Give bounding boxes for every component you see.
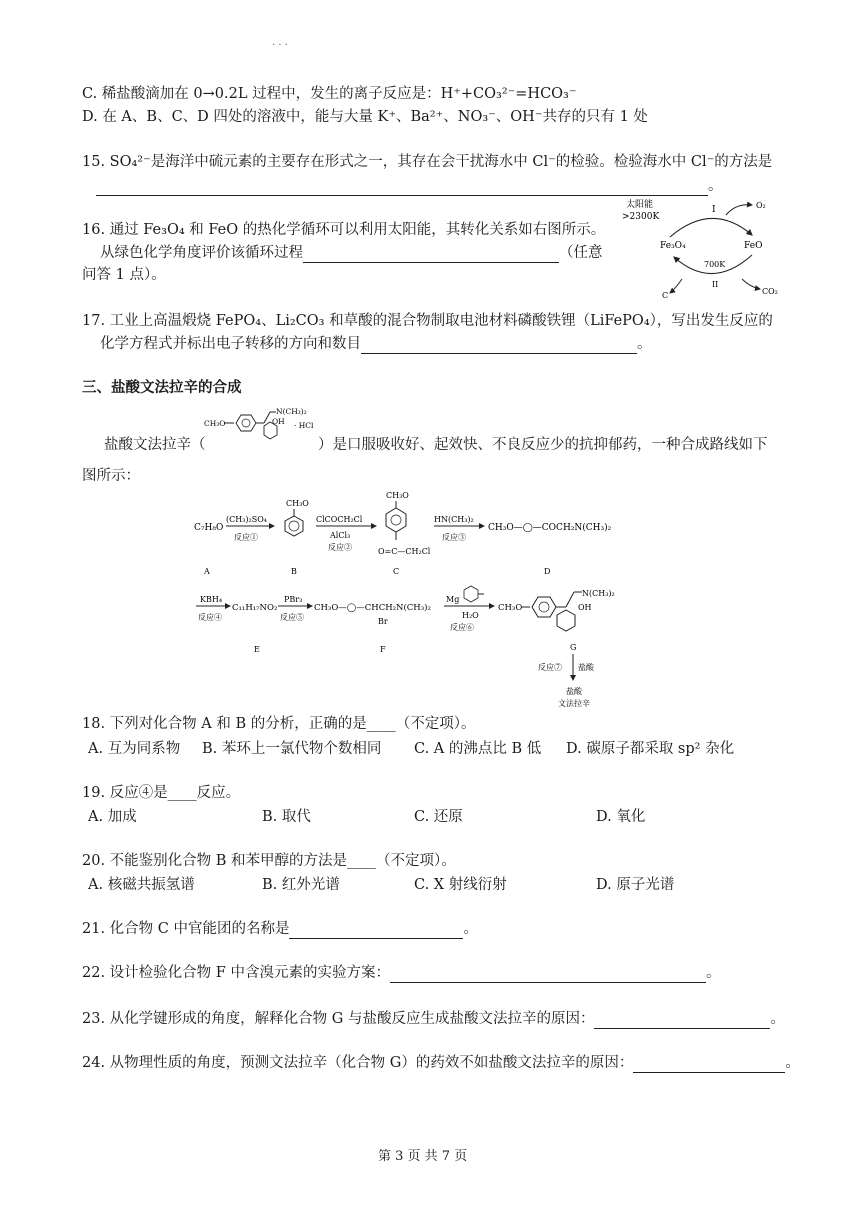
cycle-o2: O₂ <box>756 201 766 210</box>
q23 <box>82 1009 785 1029</box>
reaction1-label: 反应① <box>234 533 258 542</box>
svg-text:CH₃O: CH₃O <box>204 419 226 428</box>
label-f: F <box>380 645 386 654</box>
compound-g-nme2: N(CH₃)₂ <box>582 589 615 598</box>
section3-intro-b: ）是口服吸收好、起效快、不良反应少的抗抑郁药，一种合成路线如下 <box>318 437 768 453</box>
reaction5-reagent: PBr₃ <box>284 595 303 604</box>
q21 <box>82 919 478 939</box>
q17-line1: 17. 工业上高温煅烧 FePO₄、Li₂CO₃ 和草酸的混合物制取电池材料磷酸铁锂（LiFePO₄），写出发生反应的 <box>82 313 773 329</box>
svg-text:N(CH₃)₂: N(CH₃)₂ <box>276 407 307 416</box>
section3-heading: 三、盐酸文法拉辛的合成 <box>82 379 242 396</box>
compound-c-bottom: O=C—CH₂Cl <box>378 547 431 556</box>
q16-line2 <box>100 243 603 263</box>
q15-stem: 15. SO₄²⁻是海洋中硫元素的主要存在形式之一，其存在会干扰海水中 Cl⁻的检验。检验海水中 Cl⁻的方法是 <box>82 154 773 170</box>
product-name-1: 盐酸 <box>566 687 582 696</box>
compound-g-cyclohexane <box>557 610 575 631</box>
q22 <box>82 963 720 983</box>
q24-stem: 24. 从物理性质的角度，预测文法拉辛（化合物 G）的药效不如盐酸文法拉辛的原因： <box>82 1055 634 1071</box>
cycle-low-temp: 700K <box>704 260 726 269</box>
reaction3-label: 反应③ <box>442 533 466 542</box>
q16-line3: 问答 1 点）。 <box>82 267 166 283</box>
reaction4-reagent: KBH₄ <box>200 595 223 604</box>
compound-g-benzene <box>532 597 556 617</box>
section3-intro-c: 图所示： <box>82 468 140 484</box>
cycle-solar-label: 太阳能 <box>626 200 654 210</box>
reaction2-label: 反应② <box>328 543 352 552</box>
compound-d-formula: CH₃O—◯—COCH₂N(CH₃)₂ <box>488 523 612 533</box>
cycle-high-temp: >2300K <box>622 212 660 222</box>
q19-option-d[interactable]: D. 氧化 <box>596 809 646 825</box>
label-a: A <box>204 567 210 576</box>
q20-option-d[interactable]: D. 原子光谱 <box>596 877 675 893</box>
cycle-arrow-top <box>670 218 752 237</box>
reaction6-label: 反应⑥ <box>450 623 474 632</box>
reaction2-reagent: ClCOCH₂Cl <box>316 515 363 524</box>
q16-blank[interactable] <box>303 246 559 263</box>
compound-e-formula: C₁₁H₁₇NO₂ <box>232 603 278 613</box>
q24-end: 。 <box>785 1055 800 1071</box>
compound-a-formula: C₇H₈O <box>194 523 224 533</box>
label-c: C <box>393 567 400 576</box>
label-e: E <box>254 645 260 654</box>
compound-f-br: Br <box>378 617 388 626</box>
reaction6-h2o: H₂O <box>462 611 479 620</box>
reaction5-label: 反应⑤ <box>280 613 304 622</box>
q20-option-c[interactable]: C. X 射线衍射 <box>414 877 507 893</box>
q18-option-c[interactable]: C. A 的沸点比 B 低 <box>414 741 542 757</box>
cycle-step-1: I <box>712 205 716 215</box>
label-d: D <box>544 567 551 576</box>
q23-end: 。 <box>770 1011 785 1027</box>
cycle-fe3o4: Fe₃O₄ <box>660 241 686 251</box>
reaction6-reagent: Mg <box>446 595 460 604</box>
compound-c-ring <box>386 508 406 532</box>
q16-line1: 16. 通过 Fe₃O₄ 和 FeO 的热化学循环可以利用太阳能，其转化关系如右图所示。 <box>82 222 606 238</box>
q20-option-b[interactable]: B. 红外光谱 <box>262 877 340 893</box>
compound-f-formula: CH₃O—◯—CHCH₂N(CH₃)₂ <box>314 603 431 613</box>
cycle-step-2: II <box>712 280 719 289</box>
q23-stem: 23. 从化学键形成的角度，解释化合物 G 与盐酸反应生成盐酸文法拉辛的原因： <box>82 1011 595 1027</box>
label-b: B <box>291 567 297 576</box>
q24-blank[interactable] <box>633 1056 785 1073</box>
reaction7-label: 反应⑦ <box>538 663 562 672</box>
q14-option-d: D. 在 A、B、C、D 四处的溶液中，能与大量 K⁺、Ba²⁺、NO₃⁻、OH⁻共存的只有 1 处 <box>82 109 648 125</box>
q19-option-c[interactable]: C. 还原 <box>414 809 463 825</box>
svg-text:OH: OH <box>272 417 285 426</box>
q16-line2-text: 从绿色化学角度评价该循环过程 <box>100 245 303 261</box>
reaction7-reagent: 盐酸 <box>578 663 594 672</box>
svg-text:· HCl: · HCl <box>294 421 314 430</box>
q17-line2 <box>100 334 652 354</box>
q19-option-a[interactable]: A. 加成 <box>88 809 137 825</box>
q15-answer-line <box>96 176 723 196</box>
q21-end: 。 <box>463 921 478 937</box>
q22-blank[interactable] <box>390 966 706 983</box>
reaction2-catalyst: AlCl₃ <box>330 531 351 540</box>
reaction1-reagent: (CH₃)₂SO₄ <box>226 515 267 524</box>
q17-line2-end: 。 <box>637 336 652 352</box>
reaction3-reagent: HN(CH₃)₂ <box>434 515 474 524</box>
q23-blank[interactable] <box>594 1012 770 1029</box>
q18-stem: 18. 下列对化合物 A 和 B 的分析，正确的是____（不定项）。 <box>82 716 476 732</box>
q14-option-c: C. 稀盐酸滴加在 0→0.2L 过程中，发生的离子反应是：H⁺+CO₃²⁻=HCO₃⁻ <box>82 86 577 102</box>
thermochemical-cycle-diagram <box>620 195 790 300</box>
q22-end: 。 <box>705 965 721 981</box>
q19-stem: 19. 反应④是____反应。 <box>82 785 241 801</box>
cycle-c: C <box>662 291 669 300</box>
q17-blank[interactable] <box>361 337 637 354</box>
section3-intro-a: 盐酸文法拉辛（ <box>104 437 206 453</box>
product-name-2: 文法拉辛 <box>558 699 590 708</box>
cycle-co2: CO₂ <box>762 287 778 296</box>
q18-option-b[interactable]: B. 苯环上一氯代物个数相同 <box>202 741 382 757</box>
cyclohexanone-ring <box>464 586 478 602</box>
cycle-feo: FeO <box>744 241 763 251</box>
q15-end: 。 <box>708 178 723 194</box>
q21-blank[interactable] <box>289 922 463 939</box>
compound-c-top: CH₃O <box>386 491 409 500</box>
q17-line2-text: 化学方程式并标出电子转移的方向和数目 <box>100 336 361 352</box>
q19-option-b[interactable]: B. 取代 <box>262 809 311 825</box>
label-g: G <box>570 643 577 652</box>
top-mark: · · · <box>272 40 288 51</box>
page-number: 第 3 页 共 7 页 <box>378 1149 468 1164</box>
q20-option-a[interactable]: A. 核磁共振氢谱 <box>88 877 195 893</box>
compound-b-substituent: CH₃O <box>286 499 309 508</box>
q18-option-d[interactable]: D. 碳原子都采取 sp² 杂化 <box>566 741 735 757</box>
reaction4-label: 反应④ <box>198 613 222 622</box>
compound-b-ring <box>285 516 303 536</box>
compound-g-ch3o: CH₃O <box>498 603 523 613</box>
cycle-co2-arrow <box>742 279 760 289</box>
synthesis-scheme <box>180 482 660 712</box>
venlafaxine-hcl-structure <box>200 402 320 442</box>
q18-option-a[interactable]: A. 互为同系物 <box>88 741 181 757</box>
q24 <box>82 1053 800 1073</box>
cycle-o2-arrow <box>726 205 752 215</box>
cycle-c-arrow <box>670 279 682 293</box>
q21-stem: 21. 化合物 C 中官能团的名称是 <box>82 921 290 937</box>
q20-stem: 20. 不能鉴别化合物 B 和苯甲醇的方法是____（不定项）。 <box>82 853 456 869</box>
compound-g-oh: OH <box>578 603 592 612</box>
q15-blank[interactable] <box>96 179 708 196</box>
q16-line2-end: （任意 <box>559 245 603 261</box>
q22-stem: 22. 设计检验化合物 F 中含溴元素的实验方案： <box>82 965 390 981</box>
